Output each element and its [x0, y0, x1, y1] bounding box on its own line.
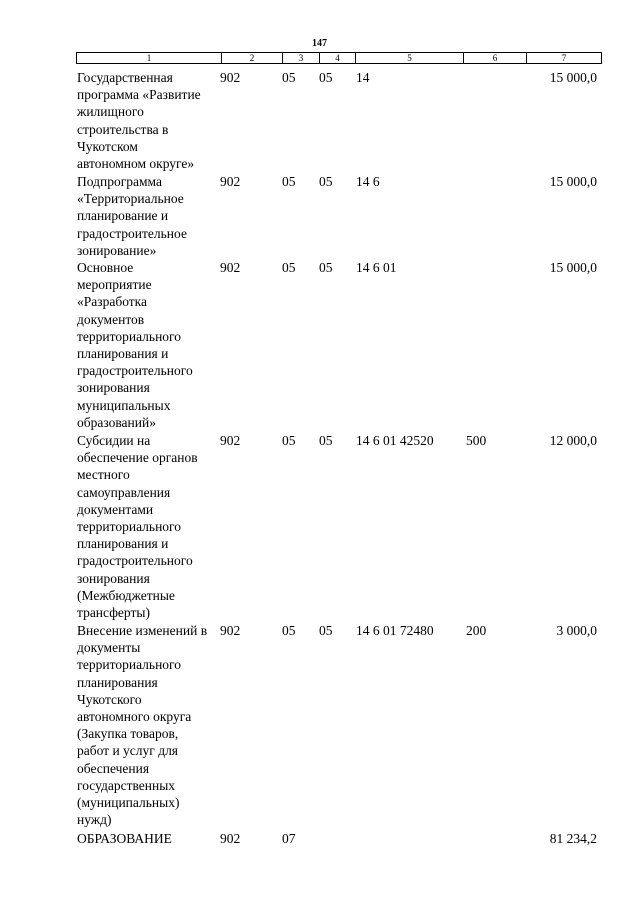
row-col-2: 902	[220, 70, 241, 85]
row-col-4: 05	[319, 174, 333, 189]
row-col-6: 200	[466, 623, 487, 638]
row-col-2: 902	[220, 260, 241, 275]
row-col-5: 14	[356, 70, 370, 85]
row-col-2: 902	[220, 174, 241, 189]
header-col-4: 4	[319, 52, 356, 64]
header-col-3: 3	[282, 52, 320, 64]
row-name: Основное мероприятие «Разработка документов территориального планирования и градостроительного зонирования муниципальных образований»	[77, 260, 193, 430]
row-col-3: 07	[282, 831, 296, 846]
row-col-4: 05	[319, 260, 333, 275]
row-col-2: 902	[220, 433, 241, 448]
row-col-6: 500	[466, 433, 487, 448]
row-col-3: 05	[282, 174, 296, 189]
row-col-3: 05	[282, 433, 296, 448]
header-col-6: 6	[463, 52, 527, 64]
row-name: Подпрограмма «Территориальное планирование и градостроительное зонирование»	[77, 174, 187, 258]
row-col-7: 12 000,0	[549, 433, 597, 448]
row-col-4: 05	[319, 70, 333, 85]
row-col-5: 14 6 01 42520	[356, 433, 434, 448]
row-col-7: 15 000,0	[549, 70, 597, 85]
row-col-3: 05	[282, 260, 296, 275]
row-col-7: 81 234,2	[549, 831, 597, 846]
row-name: ОБРАЗОВАНИЕ	[77, 831, 172, 846]
table-header	[76, 52, 602, 65]
row-col-5: 14 6	[356, 174, 380, 189]
row-col-4: 05	[319, 623, 333, 638]
row-col-3: 05	[282, 70, 296, 85]
row-col-7: 3 000,0	[556, 623, 597, 638]
row-col-5: 14 6 01 72480	[356, 623, 434, 638]
row-col-5: 14 6 01	[356, 260, 397, 275]
page-number: 147	[312, 38, 327, 49]
row-name: Субсидии на обеспечение органов местного самоуправления документами территориального планирования и градостроительного зонирования (Межбюджетные трансферты)	[77, 433, 198, 621]
row-col-2: 902	[220, 831, 241, 846]
header-col-1: 1	[76, 52, 222, 64]
row-col-2: 902	[220, 623, 241, 638]
row-name: Государственная программа «Развитие жилищного строительства в Чукотском автономном округе»	[77, 70, 201, 172]
row-col-7: 15 000,0	[549, 174, 597, 189]
header-col-7: 7	[526, 52, 602, 64]
header-col-2: 2	[221, 52, 283, 64]
header-col-5: 5	[355, 52, 464, 64]
row-col-4: 05	[319, 433, 333, 448]
row-name: Внесение изменений в документы территориального планирования Чукотского автономного округа (Закупка товаров, работ и услуг для обеспечения государственных (муниципальных) нужд)	[77, 623, 208, 828]
row-col-7: 15 000,0	[549, 260, 597, 275]
row-col-3: 05	[282, 623, 296, 638]
